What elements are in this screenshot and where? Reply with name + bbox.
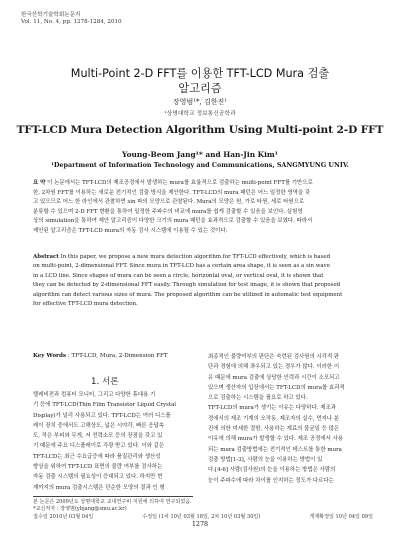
abstract-en-line: Abstract In this paper, we propose a new mura detection algorithm for TFT-LCD effectively, which is based xyxy=(33,254,331,260)
body-line: Display)가 널리 사용되고 있다. TFT-LCD는 여러 디스플 xyxy=(33,412,171,419)
body-line: TFT-LCD는 최근 수요급증에 따라 품질관리와 생산성 xyxy=(33,453,161,460)
body-line: 자동 검출 시스템의 필요성이 증대되고 있다. 하지만 현 xyxy=(33,474,163,481)
abstract-ko-line: 고 있으므로 어느 한 라인에서 관찰하면 sin 파의 모양으로 관찰된다. Mura의 모양은 원, 가로 타원, 세로 타원으로 xyxy=(33,199,305,206)
body-line: 향상을 위하여 TFT-LCD 표면의 불량 여부를 검사하는 xyxy=(33,464,163,471)
body-line: 재까지의 mura 검출시스템은 단순한 모양의 결과 인 형 xyxy=(33,484,165,491)
abstract-en-line: on multi-point, 2-dimensional FFT. Since mura in TFT-LCD has a certain area shape, it is seen as a sin wave xyxy=(33,263,330,270)
abstract-ko-line: 한, 2차원 FFT를 이용하는 새로운 전기적인 검출 방식을 제안한다. TFT-LCD의 mura 패턴은 어느 일정한 영역을 갖 xyxy=(33,189,311,196)
paper-title-english: TFT-LCD Mura Detection Algorithm Using Multi-point 2-D FFT xyxy=(16,124,384,136)
title-ko-line-2: 알고리즘 xyxy=(178,82,222,95)
abstract-english xyxy=(33,253,369,309)
body-line: TFT-LCD의 mura가 생기는 이유는 다양하다. 제조과 xyxy=(208,405,336,412)
body-line: 텔레비전과 컴퓨터 모니터, 그리고 다양한 휴대용 기 xyxy=(33,392,156,398)
body-line: 정에서의 제조 기계의 오작동, 제조자의 실수, 먼지나 분 xyxy=(208,415,340,422)
footnote-corresponding-author: *교신저자 : 장영범(ybjang@smu.ac.kr) xyxy=(33,506,127,513)
authors-korean: 장영범¹*, 김한진¹ xyxy=(172,98,228,106)
abstract-en-line: algorithm can detect various sizes of mura. The proposed algorithm can be utilized in automatic test equipment xyxy=(33,291,343,298)
body-line: 다.[4-6] 사람(검사원)의 눈을 이용하는 방법은 사람의 xyxy=(208,467,336,474)
section-heading-introduction: 1. 서론 xyxy=(91,377,119,387)
page-number: 1278 xyxy=(191,520,209,528)
abstract-en-line: for effective TFT-LCD mura detection. xyxy=(33,301,138,308)
journal-volume-info: Vol. 11, No. 4, pp. 1278-1284, 2010 xyxy=(21,19,122,26)
body-line: 검출 방법[1-3], 사람의 눈을 이용하는 방법이 있 xyxy=(208,456,323,463)
body-line: 기 때문에 주요 디스플레이로 각광 받고 있다. 이와 같은 xyxy=(33,443,165,450)
paper-title-korean xyxy=(0,66,400,96)
authors-english: Young-Beom Jang¹* and Han-Jin Kim¹ xyxy=(122,150,278,159)
body-line: 레이 장치 중에서도 고해상도, 넓은 시야각, 빠른 응답속 xyxy=(33,422,165,429)
body-line: 단과 경험에 의해 좌우되고 있는 경우가 많다. 이러한 이 xyxy=(208,364,340,371)
body-line: 되는 mura 검출방법에는 전기적인 테스트를 통한 mura xyxy=(208,446,342,453)
body-line: 유 때문에 mura 검출에 상당한 인력과 시간이 소모되고 xyxy=(208,374,340,381)
abstract-en-label: Abstract xyxy=(33,254,59,260)
body-line: 최종적인 불량여부의 판단은 숙련된 검사원의 시각적 판 xyxy=(208,354,340,360)
abstract-ko-line: 상의 simulation을 통하여 제안 알고리즘이 다양한 크기의 mura 패턴을 효과적으로 검출할 수 있음을 보였다. 따라서 xyxy=(33,218,313,225)
journal-name: 한국산학기술학회논문지 xyxy=(21,12,81,18)
keywords-label: Key Words xyxy=(33,353,67,359)
abstract-en-line: in a LCD line. Since shapes of mura can be seen a circle, horizontal oval, or vertical oval, it is shown that xyxy=(33,272,324,279)
affiliation-english: ¹Department of Information Technology and Communications, SANGMYUNG UNIV. xyxy=(51,161,349,169)
abstract-ko-label: 요 약 xyxy=(33,180,46,186)
body-line: 이유에 의해 mura가 발생할 수 있다. 제조 공정에서 사용 xyxy=(208,436,344,443)
body-column-left xyxy=(33,390,192,493)
abstract-ko-line: 분류할 수 있으며 2-D FFT 변환을 통하여 일정한 주파수의 비교에 mura를 쉽게 검출할 수 있음을 보인다. 실험영 xyxy=(33,208,303,215)
footnote xyxy=(33,499,373,521)
abstract-ko-line: 요 약 이 논문에서는 TFT-LCD의 제조공정에서 발생하는 mura를 효율적으로 검출하는 multi-point FFT를 기반으로 xyxy=(33,180,313,186)
received-date: 접수일 2010년 03월 04일 xyxy=(33,513,94,520)
body-line: 진에 의한 미세한 결함, 사용하는 재료의 불균일 등 많은 xyxy=(208,426,340,433)
abstract-korean xyxy=(33,179,369,237)
body-line: 으로 검출하는 시스템을 필요로 하고 있다. xyxy=(208,395,308,402)
body-line: 기 등에 TFT-LCD(Thin Film Transistor Liquid Crystal xyxy=(33,402,177,409)
footnote-funding: 본 논문은 2009년도 상명대학교 교내연구비 지원에 의하여 연구되었음. xyxy=(33,499,192,505)
body-line: 있으며 생산자의 입장에서는 TFT-LCD의 mura를 효과적 xyxy=(208,384,345,391)
keywords-text: : TFT-LCD, Mura, 2-Dimension FFT xyxy=(67,353,168,359)
journal-header xyxy=(21,12,122,27)
accepted-date: 게재확정일 10년 04일 09일 xyxy=(309,513,373,520)
body-line: 눈이 주파수에 따라 차이를 인지하는 정도가 다르다는 xyxy=(208,477,334,484)
abstract-en-line: they can be detected by 2-dimensional FFT easily. Through simulation for test image, it is shown that proposed xyxy=(33,282,341,289)
affiliation-korean: ¹상명대학교 정보통신공학과 xyxy=(164,111,236,117)
body-column-right xyxy=(208,352,368,486)
title-ko-line-1: Multi-Point 2-D FFT를 이용한 TFT-LCD Mura 검출 xyxy=(70,67,330,80)
body-line: 도, 작은 부피와 무게, 저 전력소모 등의 장점을 갖고 있 xyxy=(33,433,163,440)
abstract-ko-line: 제안된 알고리즘은 TFT-LCD mura의 자동 검사 시스템에 이용될 수 있는 것이다. xyxy=(33,227,228,234)
footnote-divider xyxy=(33,496,193,497)
revised-date: 수정일 (1차 10년 03월 18일, 2차 10년 03월 30일) xyxy=(142,513,261,520)
